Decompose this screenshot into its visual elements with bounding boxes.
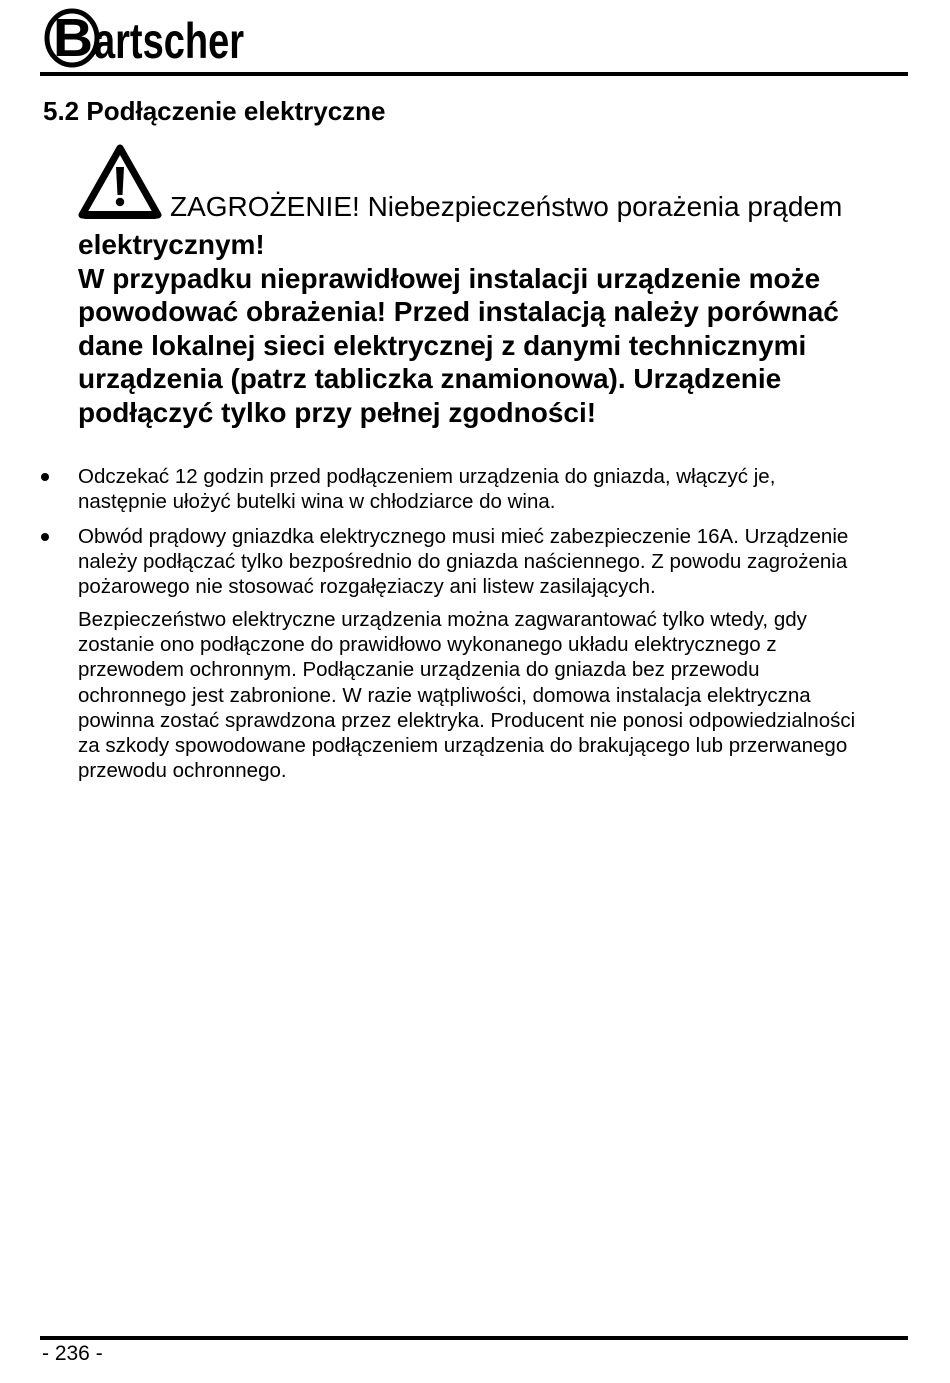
text-line: za szkody spowodowane podłączeniem urządzenia do brakującego lub przerwanego — [78, 734, 848, 758]
text-line: pożarowego nie stosować rozgałęziaczy ani listew zasilających. — [78, 575, 656, 599]
warning-line: dane lokalnej sieci elektrycznej z danymi technicznymi — [78, 329, 807, 361]
text-line: Obwód prądowy gniazdka elektrycznego musi mieć zabezpieczenie 16A. Urządzenie — [78, 525, 849, 548]
page-number: - 236 - — [42, 1342, 103, 1365]
text-line: należy podłączać tylko bezpośrednio do gniazda naściennego. Z powodu zagrożenia — [78, 550, 848, 574]
text-line: zostanie ono podłączone do prawidłowo wykonanego układu elektrycznego z — [78, 633, 777, 657]
warning-triangle-icon — [78, 143, 162, 221]
warning-line: elektrycznym! — [78, 229, 265, 260]
text-line: przewodem ochronnym. Podłączanie urządzenia do gniazda bez przewodu — [78, 658, 760, 682]
warning-title: ZAGROŻENIE! Niebezpieczeństwo porażenia prądem — [170, 191, 843, 222]
warning-line: podłączyć tylko przy pełnej zgodności! — [78, 396, 597, 428]
warning-body — [78, 228, 928, 429]
text-line: następnie ułożyć butelki wina w chłodziarce do wina. — [78, 490, 556, 514]
warning-line: powodować obrażenia! Przed instalacją należy porównać — [78, 296, 839, 327]
bullet-text — [78, 464, 775, 514]
svg-text:artscher: artscher — [94, 13, 244, 69]
text-line: ochronnego jest zabronione. W razie wątpliwości, domowa instalacja elektryczna — [78, 683, 811, 707]
text-line: powinna zostać sprawdzona przez elektryka. Producent nie ponosi odpowiedzialności — [78, 708, 856, 732]
svg-text:B: B — [53, 8, 93, 68]
bartscher-logo — [44, 2, 249, 68]
footer-rule — [40, 1336, 908, 1340]
bullet-icon — [41, 473, 49, 481]
bullet-icon — [41, 533, 49, 541]
text-line: Odczekać 12 godzin przed podłączeniem urządzenia do gniazda, włączyć je, — [78, 465, 776, 488]
text-line: przewodu ochronnego. — [78, 759, 287, 783]
text-line: Bezpieczeństwo elektryczne urządzenia można zagwarantować tylko wtedy, gdy — [78, 608, 807, 631]
warning-line: urządzenia (patrz tabliczka znamionowa). Urządzenie — [78, 363, 782, 394]
section-title: 5.2 Podłączenie elektryczne — [43, 96, 386, 126]
header-rule — [40, 72, 908, 76]
warning-line: W przypadku nieprawidłowej instalacji urządzenie może — [78, 262, 821, 294]
bullet-text — [78, 524, 848, 600]
safety-paragraph — [78, 607, 855, 783]
